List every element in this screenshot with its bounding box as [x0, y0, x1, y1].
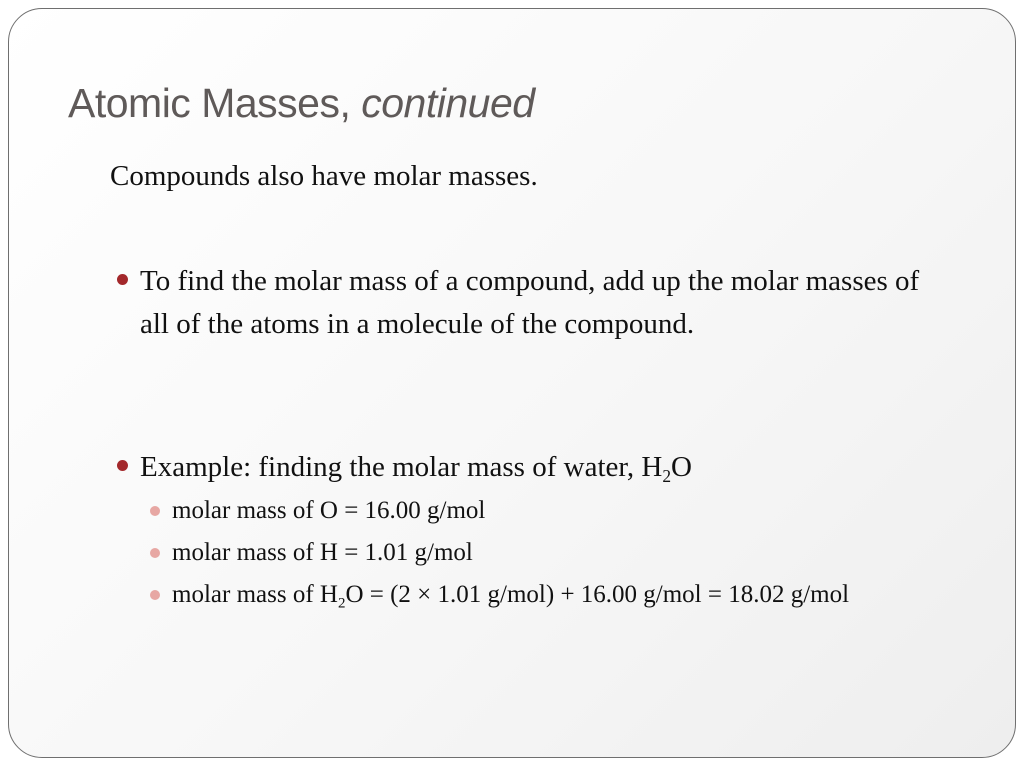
sub-bullet-icon: [150, 548, 160, 558]
bullet-icon: [117, 460, 128, 471]
water-mass-prefix: molar mass of H: [172, 581, 338, 608]
example-text-suffix: O: [671, 451, 692, 483]
example-text-prefix: Example: finding the molar mass of water, H: [140, 451, 663, 483]
bullet-icon: [117, 274, 128, 285]
slide-title: [68, 80, 535, 127]
title-italic: continued: [361, 80, 535, 126]
sub-bullet-water: [172, 576, 932, 622]
title-main: Atomic Masses,: [68, 80, 351, 126]
intro-text: Compounds also have molar masses.: [110, 160, 538, 192]
sub-bullet-oxygen: molar mass of O = 16.00 g/mol: [172, 497, 486, 524]
sub-bullet-icon: [150, 506, 160, 516]
example-subscript: 2: [662, 466, 672, 487]
sub-bullet-hydrogen: molar mass of H = 1.01 g/mol: [172, 539, 473, 566]
water-mass-suffix: O = (2 × 1.01 g/mol) + 16.00 g/mol = 18.02 g/mol: [345, 581, 850, 608]
water-mass-subscript: 2: [337, 595, 346, 612]
bullet-compound-molar-mass: To find the molar mass of a compound, add up the molar masses of all of the atoms in a molecule of the compound.: [140, 265, 920, 340]
bullet-water-example: [140, 446, 692, 498]
sub-bullet-icon: [150, 590, 160, 600]
